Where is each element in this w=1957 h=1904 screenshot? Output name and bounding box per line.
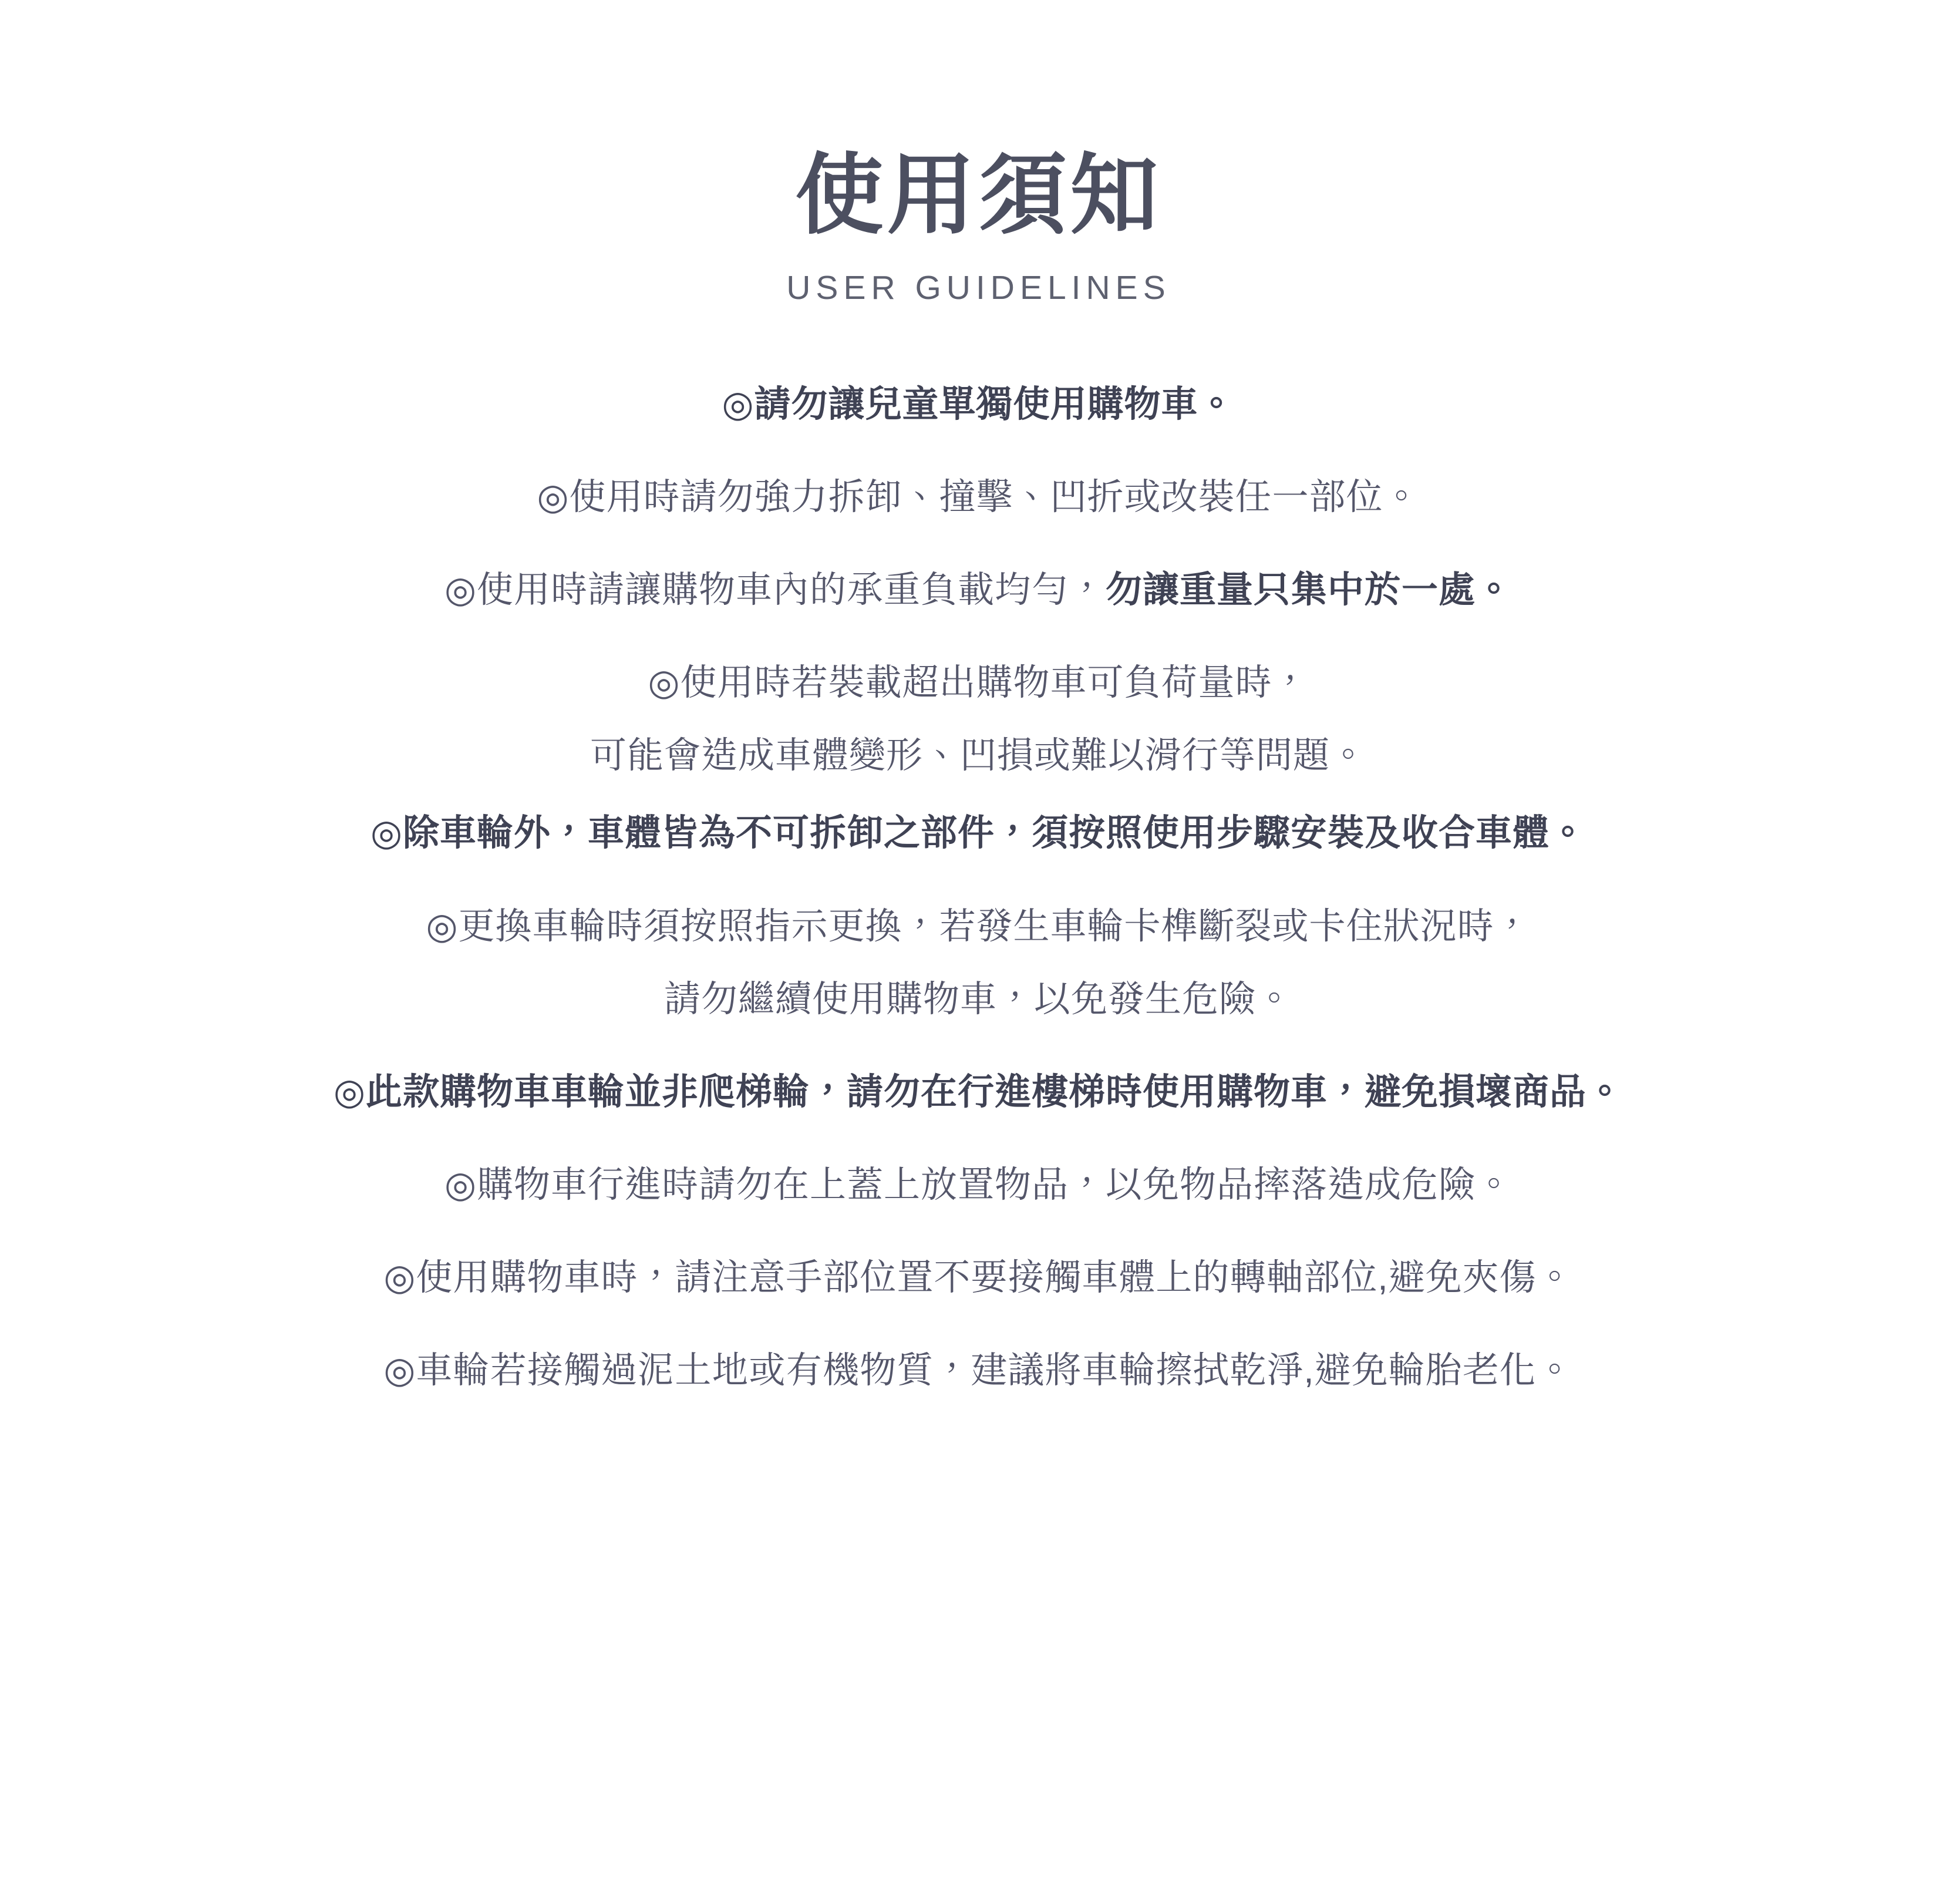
guideline-line-text: ◎使用時請讓購物車內的承重負載均勻，	[444, 570, 1106, 611]
guideline-item	[63, 469, 1895, 526]
guideline-item	[63, 1064, 1895, 1121]
guideline-line: ◎此款購物車車輪並非爬梯輪，請勿在行進樓梯時使用購物車，避免損壞商品。	[333, 1071, 1624, 1112]
page-subtitle: USER GUIDELINES	[786, 269, 1171, 307]
guideline-item	[63, 655, 1895, 784]
guideline-item	[63, 899, 1895, 1028]
guideline-line: ◎更換車輪時須按照指示更換，若發生車輪卡榫斷裂或卡住狀況時，	[426, 906, 1531, 947]
guideline-line: ◎使用時請勿強力拆卸、撞擊、凹折或改裝任一部位。	[537, 477, 1420, 518]
guideline-line: ◎使用購物車時，請注意手部位置不要接觸車體上的轉軸部位,避免夾傷。	[383, 1257, 1574, 1298]
page-header	[0, 0, 1957, 307]
page-title: 使用須知	[795, 143, 1162, 247]
guideline-line: 請勿繼續使用購物車，以免發生危險。	[663, 978, 1293, 1020]
guidelines-list	[63, 307, 1895, 1399]
guideline-line: ◎車輪若接觸過泥土地或有機物質，建議將車輪擦拭乾淨,避免輪胎老化。	[383, 1350, 1574, 1391]
guideline-line: ◎購物車行進時請勿在上蓋上放置物品，以免物品摔落造成危險。	[444, 1164, 1513, 1205]
guideline-line: ◎除車輪外，車體皆為不可拆卸之部件，須按照使用步驟安裝及收合車體。	[370, 813, 1587, 854]
guideline-line: ◎請勿讓兒童單獨使用購物車。	[722, 384, 1235, 425]
guideline-item	[63, 805, 1895, 862]
guideline-line: 可能會造成車體變形、凹損或難以滑行等問題。	[590, 735, 1367, 776]
guideline-item	[63, 376, 1895, 433]
guideline-line-emphasis: 勿讓重量只集中於一處。	[1106, 570, 1513, 611]
guideline-item	[63, 1157, 1895, 1213]
guideline-item	[63, 1250, 1895, 1306]
guideline-line: ◎使用時若裝載超出購物車可負荷量時，	[648, 662, 1309, 704]
guideline-line	[63, 562, 1895, 618]
guideline-item	[63, 562, 1895, 618]
guideline-item	[63, 1343, 1895, 1399]
